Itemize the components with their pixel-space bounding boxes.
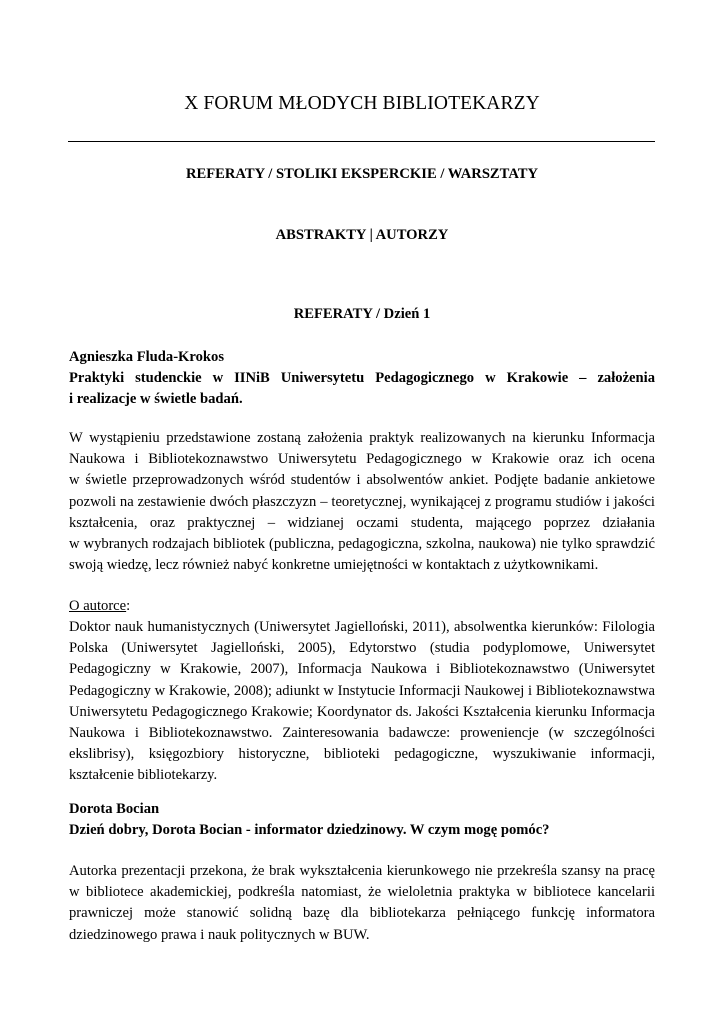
bio-line: Naukowa i Bibliotekoznawstwo. Zainteresowania badawcze: proweniencje (w szczególności [69,725,655,742]
bio-line: Pedagogiczny w Krakowie, 2008); adiunkt w Instytucie Informacji Naukowej i Bibliotekoznawstwa [69,682,655,699]
document-subtitle: REFERATY / STOLIKI EKSPERCKIE / WARSZTATY [185,166,539,182]
bio-line: kształcenie bibliotekarzy. [69,767,218,784]
bio-line: Pedagogiczny w Krakowie, 2007), Informacja Naukowa i Bibliotekoznawstwo (Uniwersytet [69,661,655,678]
entry-1-bio [69,617,655,787]
entry-1-talk-title [69,368,655,410]
about-author-label: O autorce [69,598,127,614]
abstract-line: prawniczej może stanowić solidną bazę dla bibliotekarza pełniącego funkcję informatora [69,905,655,922]
entry-1-author: Agnieszka Fluda-Krokos [69,349,225,365]
entry-2-talk-title: Dzień dobry, Dorota Bocian - informator dziedzinowy. W czym mogę pomóc? [69,822,550,838]
entry-2-abstract [69,861,655,946]
title-divider [68,141,655,142]
abstract-line: W wystąpieniu przedstawione zostaną założenia praktyk realizowanych na kierunku Informacja [69,430,655,446]
bio-line: Doktor nauk humanistycznych (Uniwersytet Jagielloński, 2011), absolwentka kierunków: Filologia [69,619,655,635]
bio-line: ekslibrisy), księgozbiory historyczne, biblioteki pedagogiczne, wyszukiwanie informacji, [69,746,655,763]
entry-2-author: Dorota Bocian [69,801,160,817]
abstract-line: dziedzinowego prawa i nauk politycznych w BUW. [69,926,370,943]
about-author-colon: : [126,598,131,614]
entry-1-abstract [69,428,655,576]
abstract-line: w wybranych rodzajach bibliotek (publiczna, pedagogiczna, szkolna, naukowa) nie tylko sprawdzić [69,536,655,553]
bio-line: Uniwersytetu Pedagogicznego Krakowie; Koordynator ds. Jakości Kształcenia kierunku Informacja [69,703,655,720]
abstract-line: w bibliotece akademickiej, podkreśla natomiast, że wieloletnia praktyka w bibliotece kancelarii [69,884,655,901]
abstract-line: swoją wiedzę, lecz również nabyć konkretne umiejętności w kontaktach z użytkownikami. [69,557,599,574]
bio-line: Polska (Uniwersytet Jagielloński, 2005), Edytorstwo (studia podyplomowe, Uniwersytet [69,640,655,657]
document-title: X FORUM MŁODYCH BIBLIOTEKARZY [184,93,540,114]
section-label: ABSTRAKTY | AUTORZY [275,227,449,243]
abstract-line: pozwoli na zestawienie dwóch płaszczyzn – teoretycznej, wynikającej z programu studiów i jakości [69,493,655,510]
abstract-line: w świetle przeprowadzonych wśród studentów i absolwentów ankiet. Podjęte badanie ankietowe [69,472,655,489]
day-heading: REFERATY / Dzień 1 [293,306,431,322]
abstract-line: kształcenia, oraz praktycznej – widzianej oczami studenta, mającego poprzez działania [69,514,655,531]
abstract-line: Autorka prezentacji przekona, że brak wykształcenia kierunkowego nie przekreśla szansy na pracę [69,863,655,879]
entry-1-talk-title-line: Praktyki studenckie w IINiB Uniwersytetu Pedagogicznego w Krakowie – założenia [69,370,655,386]
entry-1-about-heading [69,596,655,617]
entry-1-talk-title-line: i realizacje w świetle badań. [69,391,243,408]
abstract-line: Naukowa i Bibliotekoznawstwo Uniwersytetu Pedagogicznego w Krakowie oraz ich ocena [69,451,655,468]
